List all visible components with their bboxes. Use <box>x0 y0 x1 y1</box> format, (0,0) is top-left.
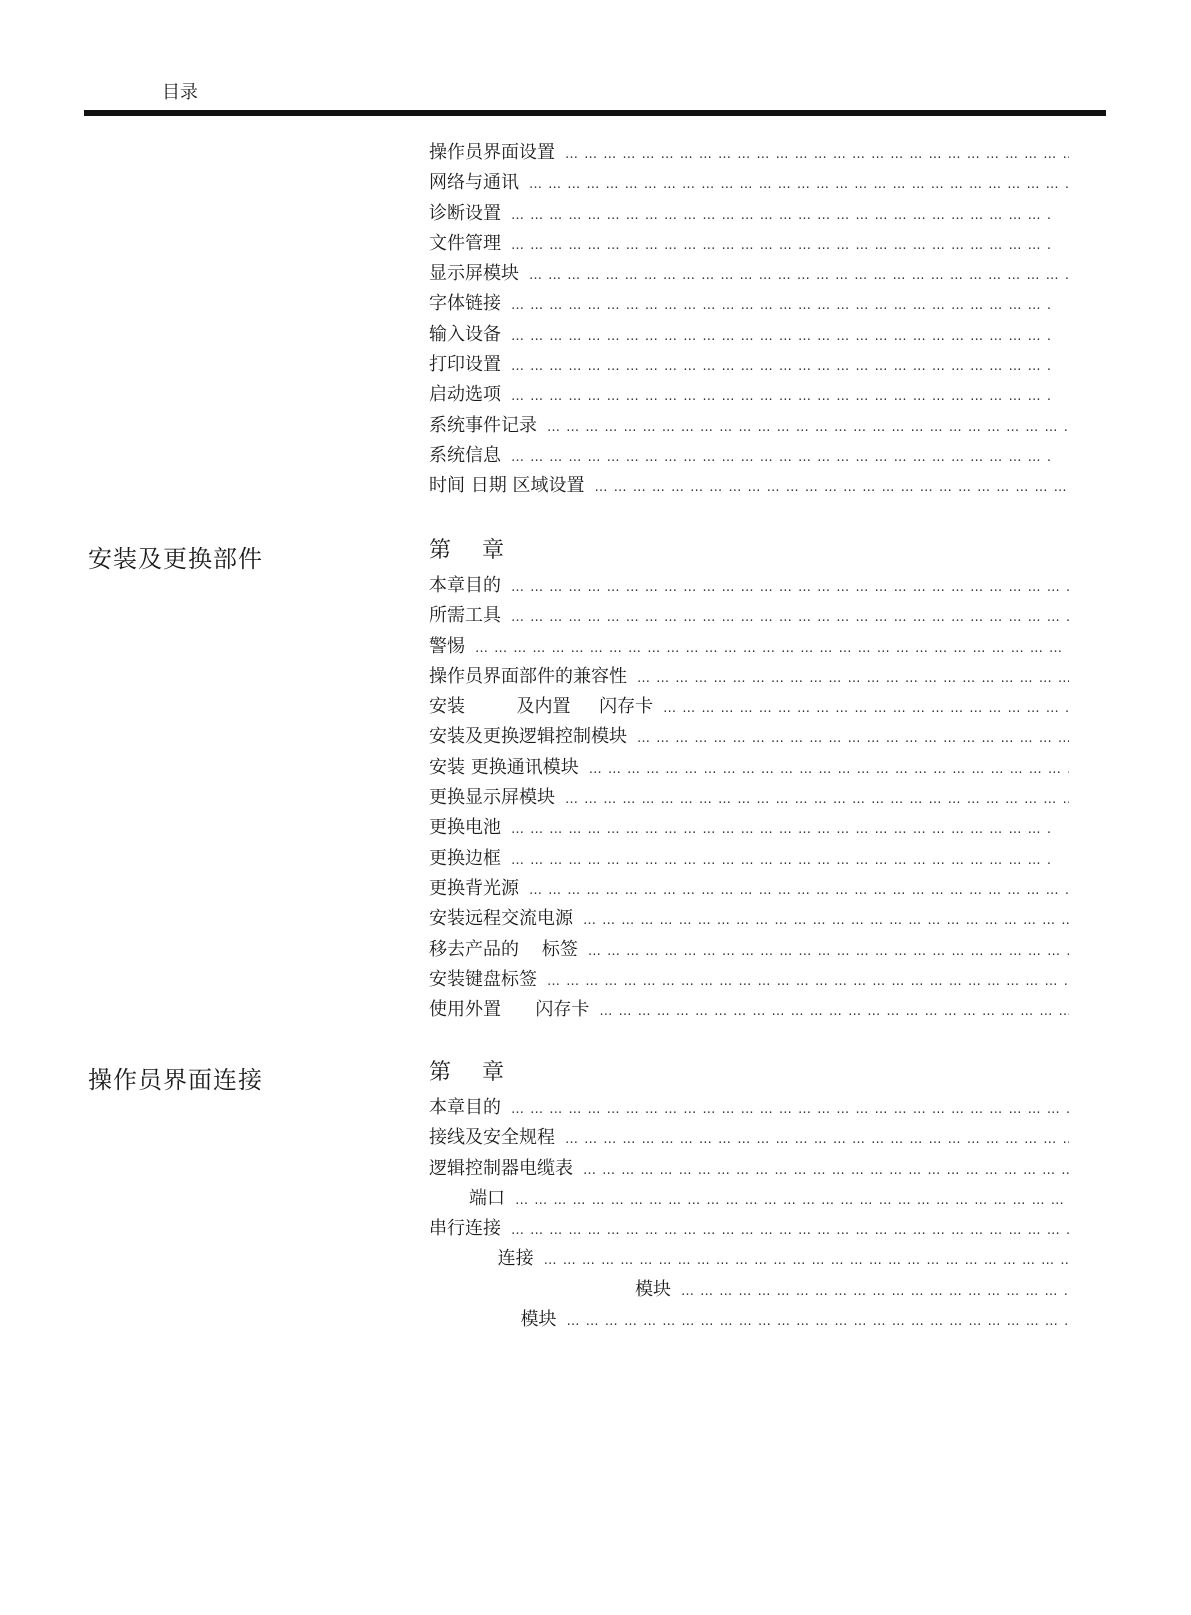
toc-entry-label: 接线及安全规程 <box>429 1127 555 1149</box>
toc-dot-leader <box>511 603 1069 633</box>
toc-entry[interactable] <box>429 1214 1069 1244</box>
toc-dot-leader <box>529 876 1069 906</box>
toc-entry[interactable] <box>429 380 1069 410</box>
toc-dot-leader <box>547 413 1069 443</box>
toc-entry-label: 更换背光源 <box>429 877 519 899</box>
toc-entry-label: 系统事件记录 <box>429 414 537 436</box>
toc-entry-label: 更换边框 <box>429 847 501 869</box>
toc-entry[interactable] <box>429 168 1069 198</box>
toc-dot-leader <box>511 1095 1069 1125</box>
toc-dot-leader <box>594 473 1069 503</box>
toc-dot-leader <box>583 906 1069 936</box>
toc-entry[interactable] <box>429 289 1069 319</box>
toc-dot-leader <box>565 1125 1069 1155</box>
toc-dot-leader <box>565 785 1069 815</box>
toc-entry[interactable] <box>429 571 1069 601</box>
toc-entry[interactable] <box>429 1244 1069 1274</box>
toc-entry[interactable] <box>429 1305 1069 1335</box>
toc-dot-leader <box>588 937 1069 967</box>
toc-entry[interactable] <box>429 722 1069 752</box>
section-title-install-replace: 安装及更换部件 <box>88 545 263 573</box>
toc-dot-leader <box>663 694 1069 724</box>
toc-dot-leader <box>681 1277 1069 1307</box>
toc-entry-label: 网络与通讯 <box>429 172 519 194</box>
toc-entry-label: 安装键盘标签 <box>429 968 537 990</box>
toc-entry-label: 所需工具 <box>429 605 501 627</box>
toc-dot-leader <box>511 352 1051 382</box>
toc-entry[interactable] <box>429 471 1069 501</box>
toc-entry[interactable] <box>429 1123 1069 1153</box>
toc-dot-leader <box>511 291 1051 321</box>
toc-entry-label: 文件管理 <box>429 232 501 254</box>
toc-dot-leader <box>567 1307 1069 1337</box>
toc-dot-leader <box>529 261 1069 291</box>
toc-dot-leader <box>547 967 1069 997</box>
toc-dot-leader <box>511 201 1051 231</box>
toc-entry-label: 操作员界面部件的兼容性 <box>429 665 627 687</box>
toc-dot-leader <box>515 1186 1069 1216</box>
toc-dot-leader <box>637 724 1069 754</box>
toc-entry-label: 安装 及内置 闪存卡 <box>429 696 654 718</box>
toc-entry-label: 端口 <box>429 1187 506 1209</box>
toc-entry-label: 模块 <box>429 1278 671 1300</box>
toc-entry-label: 操作员界面设置 <box>429 142 555 163</box>
header-label: 目录 <box>162 82 198 103</box>
toc-dot-leader <box>637 664 1069 694</box>
toc-entry[interactable] <box>429 350 1069 380</box>
toc-entry[interactable] <box>429 259 1069 289</box>
toc-entry-label: 模块 <box>429 1309 557 1331</box>
toc-entry-label: 时间 日期 区域设置 <box>429 475 585 497</box>
toc-dot-leader <box>511 846 1051 876</box>
toc-entry[interactable] <box>429 935 1069 965</box>
toc-entry[interactable] <box>429 904 1069 934</box>
toc-entry[interactable] <box>429 783 1069 813</box>
toc-entry-label: 本章目的 <box>429 1097 501 1118</box>
toc-block-operator-connect <box>429 1093 1069 1335</box>
chapter-heading: 第 章 <box>429 538 516 563</box>
toc-entry-label: 安装 更换通讯模块 <box>429 756 579 778</box>
toc-entry-label: 串行连接 <box>429 1218 501 1240</box>
toc-entry-label: 逻辑控制器电缆表 <box>429 1157 573 1179</box>
toc-dot-leader <box>511 815 1051 845</box>
toc-dot-leader <box>599 997 1069 1027</box>
toc-entry-label: 显示屏模块 <box>429 263 519 285</box>
toc-entry[interactable] <box>429 874 1069 904</box>
toc-entry-label: 启动选项 <box>429 384 501 406</box>
toc-entry-label: 移去产品的 标签 <box>429 938 578 960</box>
toc-entry-label: 更换显示屏模块 <box>429 787 555 809</box>
toc-entry-label: 系统信息 <box>429 444 501 466</box>
chapter-heading: 第 章 <box>429 1060 516 1085</box>
toc-dot-leader <box>565 140 1069 170</box>
toc-entry[interactable] <box>429 601 1069 631</box>
toc-entry-label: 警惕 <box>429 635 465 657</box>
toc-entry-label: 更换电池 <box>429 817 501 839</box>
toc-entry[interactable] <box>429 411 1069 441</box>
toc-entry-label: 安装及更换逻辑控制模块 <box>429 726 627 748</box>
toc-entry[interactable] <box>429 1093 1069 1123</box>
toc-dot-leader <box>511 382 1051 412</box>
toc-entry-label: 打印设置 <box>429 354 501 376</box>
toc-entry-label: 安装远程交流电源 <box>429 908 573 930</box>
toc-entry-label: 输入设备 <box>429 323 501 345</box>
toc-dot-leader <box>589 755 1069 785</box>
toc-dot-leader <box>511 322 1051 352</box>
toc-entry[interactable] <box>429 441 1069 471</box>
toc-block-install-replace <box>429 571 1069 1025</box>
toc-entry[interactable] <box>429 229 1069 259</box>
toc-entry[interactable] <box>429 844 1069 874</box>
header-rule <box>84 110 1106 116</box>
toc-entry[interactable] <box>429 995 1069 1025</box>
toc-dot-leader <box>511 1216 1069 1246</box>
toc-entry[interactable] <box>429 199 1069 229</box>
toc-entry[interactable] <box>429 662 1069 692</box>
toc-dot-leader <box>583 1156 1069 1186</box>
toc-dot-leader <box>475 634 1069 664</box>
toc-entry-label: 连接 <box>429 1248 534 1270</box>
toc-entry-label: 本章目的 <box>429 575 501 596</box>
toc-dot-leader <box>511 573 1069 603</box>
toc-entry[interactable] <box>429 692 1069 722</box>
toc-entry[interactable] <box>429 632 1069 662</box>
toc-entry[interactable] <box>429 1275 1069 1305</box>
toc-block-continued <box>429 138 1069 502</box>
section-title-operator-connect: 操作员界面连接 <box>88 1066 263 1094</box>
toc-entry-label: 诊断设置 <box>429 202 501 224</box>
toc-dot-leader <box>544 1246 1069 1276</box>
toc-dot-leader <box>511 231 1051 261</box>
toc-entry[interactable] <box>429 1184 1069 1214</box>
toc-entry-label: 字体链接 <box>429 293 501 315</box>
toc-dot-leader <box>511 443 1051 473</box>
toc-entry[interactable] <box>429 965 1069 995</box>
toc-entry[interactable] <box>429 138 1069 168</box>
toc-entry[interactable] <box>429 753 1069 783</box>
toc-entry[interactable] <box>429 320 1069 350</box>
toc-entry-label: 使用外置 闪存卡 <box>429 999 590 1021</box>
toc-dot-leader <box>529 170 1069 200</box>
toc-entry[interactable] <box>429 813 1069 843</box>
toc-entry[interactable] <box>429 1154 1069 1184</box>
